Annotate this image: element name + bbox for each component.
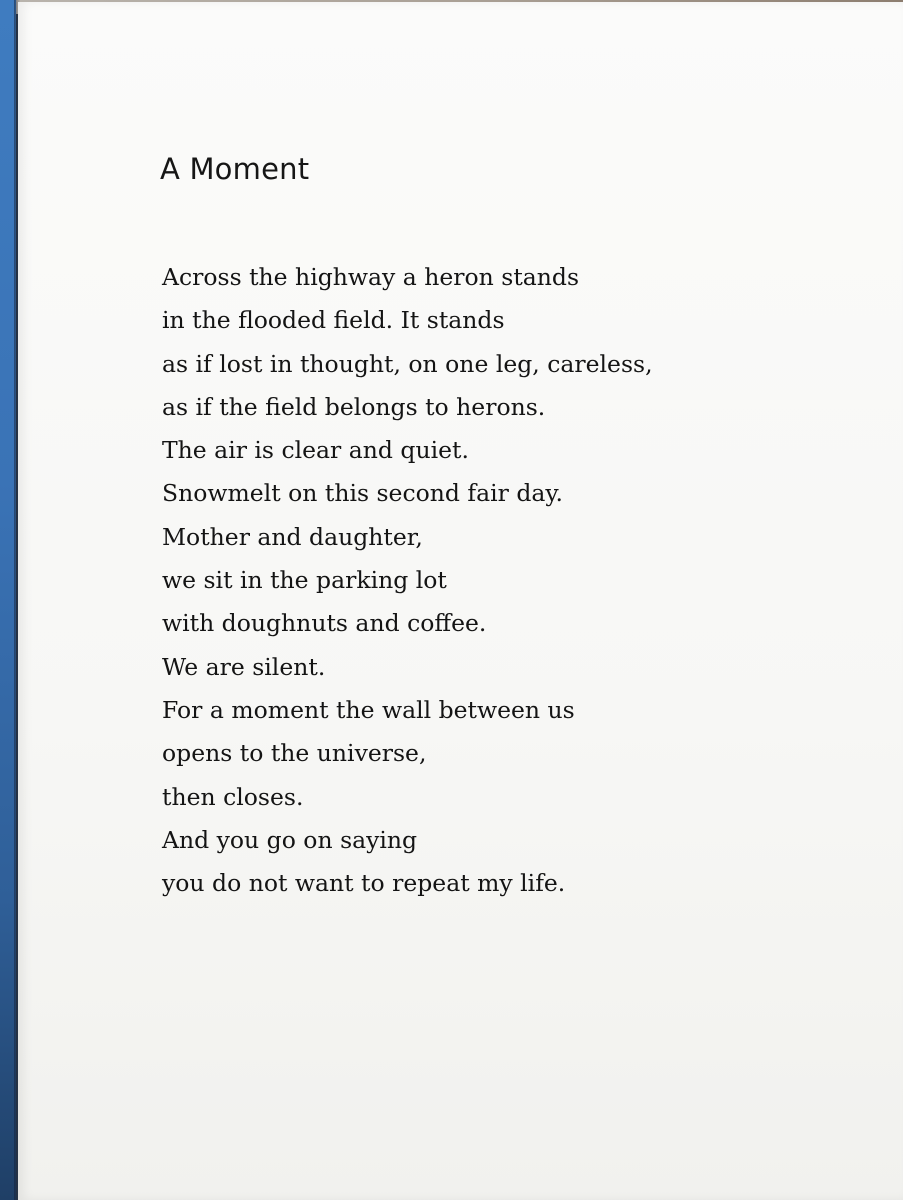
poem-line: Snowmelt on this second fair day. — [162, 479, 564, 508]
poem-line: as if lost in thought, on one leg, careless, — [162, 349, 653, 378]
poem-line: in the flooded field. It stands — [162, 306, 505, 335]
poem-line: For a moment the wall between us — [162, 695, 575, 724]
poem-line: as if the field belongs to herons. — [162, 392, 546, 421]
poem-line: We are silent. — [162, 652, 326, 681]
poem-line: you do not want to repeat my life. — [162, 869, 566, 898]
poem-line: Across the highway a heron stands — [162, 263, 580, 291]
poem-body — [162, 256, 653, 905]
poem-line: The air is clear and quiet. — [162, 436, 469, 465]
poem-line: Mother and daughter, — [162, 522, 423, 551]
poem-line: then closes. — [162, 782, 304, 811]
poem-line: And you go on saying — [162, 825, 418, 854]
poem-title: A Moment — [160, 152, 310, 186]
poem-line: opens to the universe, — [162, 739, 427, 768]
book-page — [18, 2, 903, 1200]
poem-line: we sit in the parking lot — [162, 566, 447, 595]
poem-line: with doughnuts and coffee. — [162, 609, 487, 638]
